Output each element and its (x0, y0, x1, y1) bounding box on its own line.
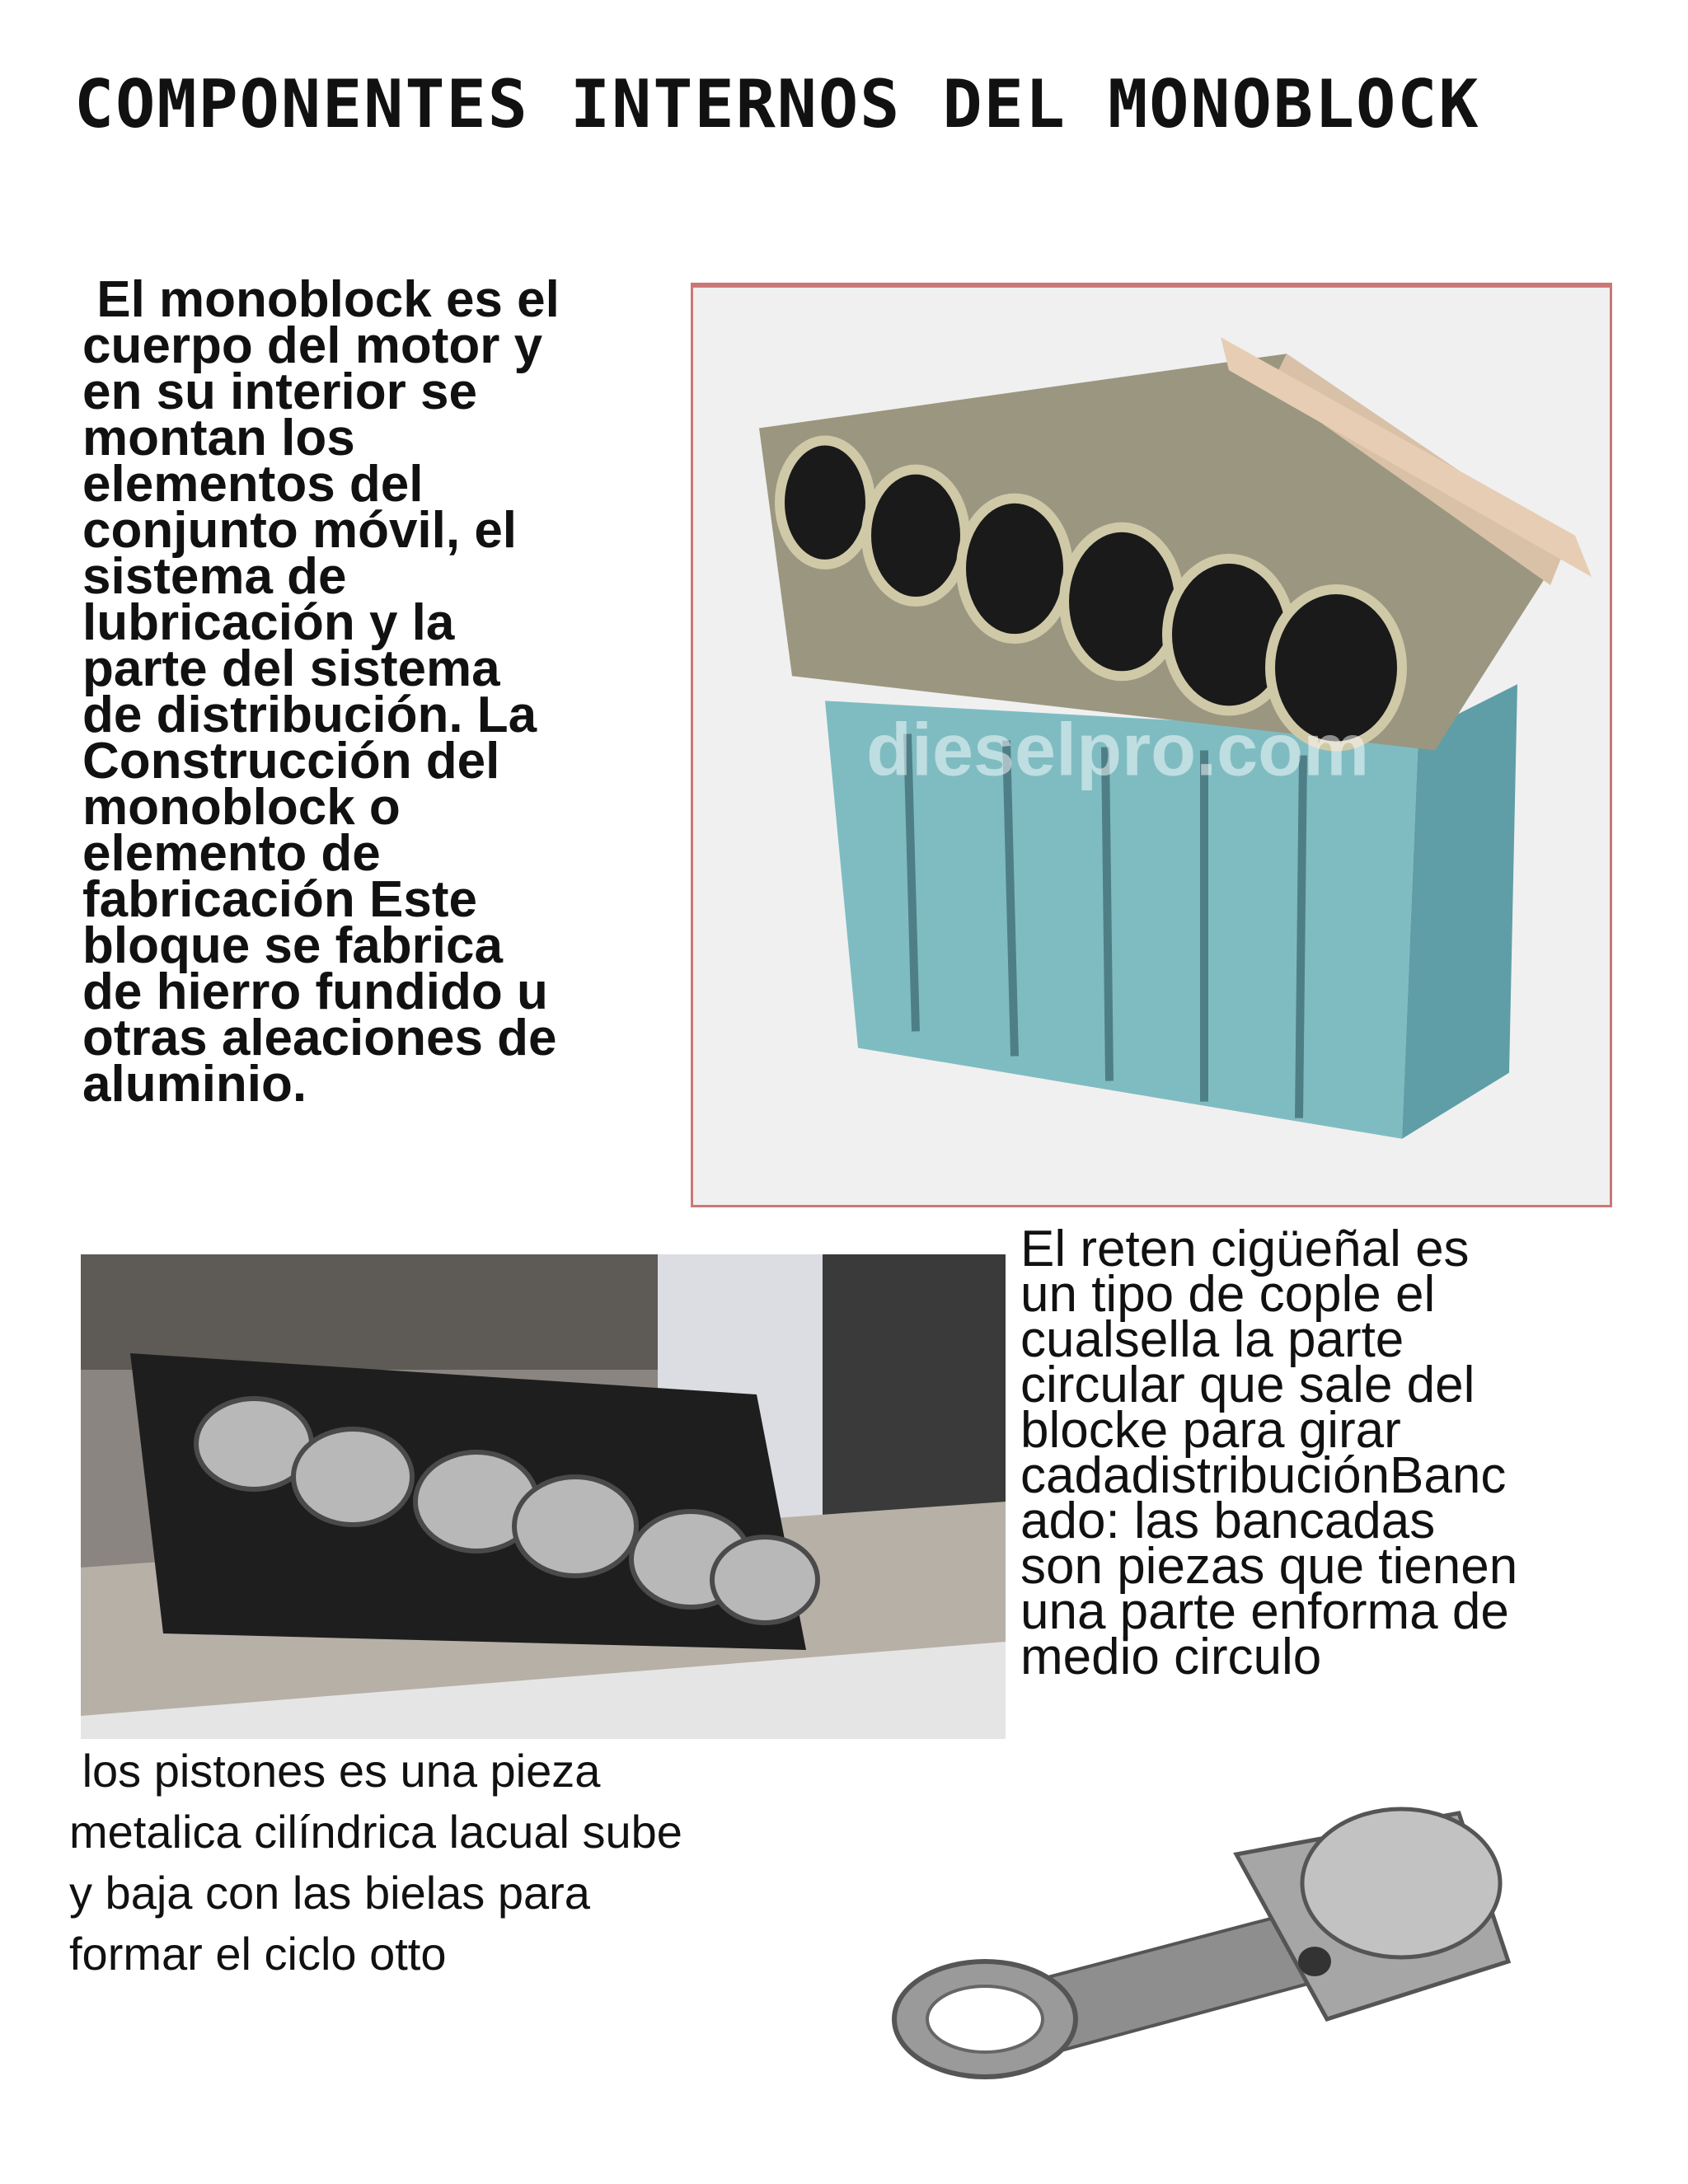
pistons-block-photo (81, 1254, 1006, 1739)
engine-block-photo (691, 283, 1612, 1207)
reten-paragraph: El reten cigüeñal es un tipo de cople el cualsella la parte circular que sale del blocke para girar cadadistribuciónBanc ado: las bancadas son piezas que tienen una parte enforma de medio circulo (1020, 1221, 1518, 1685)
page-title: COMPONENTES INTERNOS DEL MONOBLOCK (74, 66, 1480, 143)
pistones-paragraph: los pistones es una pieza metalica cilíndrica lacual sube y baja con las bielas para formar el ciclo otto (69, 1745, 682, 1980)
intro-paragraph: El monoblock es el cuerpo del motor y en su interior se montan los elementos del conjunto móvil, el sistema de lubricación y la parte del sistema de distribución. La Construcción del monoblock o elemento de fabricación Este bloque se fabrica de hierro fundido u otras aleaciones de aluminio. (82, 271, 560, 1113)
block-watermark: dieselpro.com (866, 708, 1370, 792)
piston-rod-photo (865, 1805, 1525, 2093)
